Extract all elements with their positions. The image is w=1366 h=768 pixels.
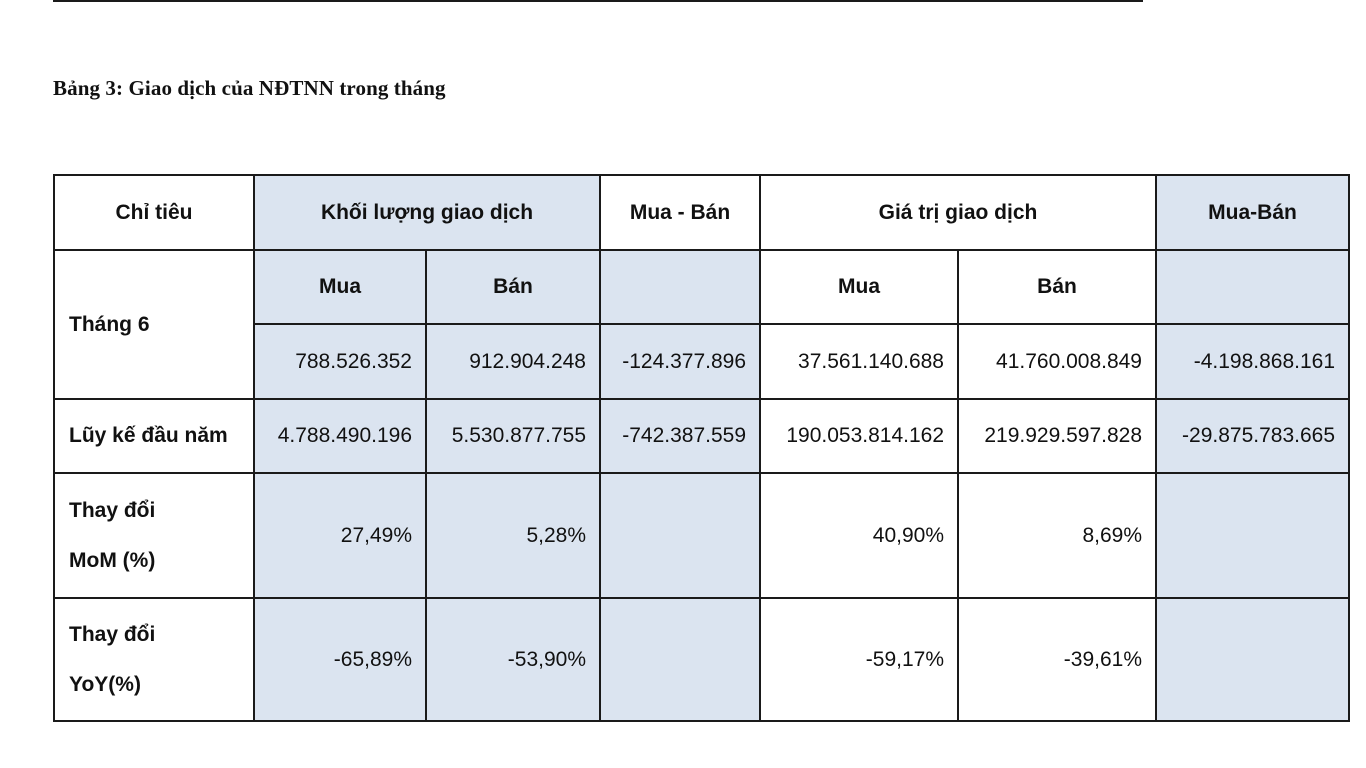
subheader-gt-mua: Mua (760, 250, 958, 324)
cell-thang6-gt-mua: 37.561.140.688 (760, 324, 958, 399)
cell-luyke-gt-ban: 219.929.597.828 (958, 399, 1156, 473)
table-row (54, 473, 1349, 598)
subheader-row (54, 250, 1349, 324)
cell-yoy-kl-ban: -53,90% (426, 598, 600, 721)
table-row (54, 399, 1349, 473)
cell-thang6-gt-ban: 41.760.008.849 (958, 324, 1156, 399)
row-label-mom-line1: Thay đổi (69, 498, 156, 522)
subheader-kl-mua-ban-empty (600, 250, 760, 324)
row-label-yoy (54, 598, 254, 721)
cell-mom-kl-mua-ban (600, 473, 760, 598)
cell-luyke-kl-ban: 5.530.877.755 (426, 399, 600, 473)
cell-mom-gt-mua-ban (1156, 473, 1349, 598)
table-caption: Bảng 3: Giao dịch của NĐTNN trong tháng (53, 76, 446, 100)
cell-yoy-kl-mua-ban (600, 598, 760, 721)
row-label-mom-line2: MoM (%) (69, 548, 156, 572)
cell-yoy-gt-ban: -39,61% (958, 598, 1156, 721)
header-chi-tieu: Chỉ tiêu (54, 175, 254, 250)
subheader-gt-ban: Bán (958, 250, 1156, 324)
cell-luyke-gt-mua-ban: -29.875.783.665 (1156, 399, 1349, 473)
cell-thang6-kl-mua: 788.526.352 (254, 324, 426, 399)
cell-thang6-gt-mua-ban: -4.198.868.161 (1156, 324, 1349, 399)
cell-mom-kl-ban: 5,28% (426, 473, 600, 598)
header-mua-ban-kl: Mua - Bán (600, 175, 760, 250)
cell-mom-gt-ban: 8,69% (958, 473, 1156, 598)
cell-yoy-gt-mua: -59,17% (760, 598, 958, 721)
row-label-mom (54, 473, 254, 598)
cell-yoy-kl-mua: -65,89% (254, 598, 426, 721)
row-label-thang6: Tháng 6 (54, 250, 254, 399)
header-mua-ban-gt: Mua-Bán (1156, 175, 1349, 250)
cell-thang6-kl-ban: 912.904.248 (426, 324, 600, 399)
foreign-trading-table (53, 174, 1350, 722)
subheader-gt-mua-ban-empty (1156, 250, 1349, 324)
cell-yoy-gt-mua-ban (1156, 598, 1349, 721)
top-rule (53, 0, 1143, 2)
subheader-kl-ban: Bán (426, 250, 600, 324)
cell-thang6-kl-mua-ban: -124.377.896 (600, 324, 760, 399)
subheader-kl-mua: Mua (254, 250, 426, 324)
row-label-yoy-line1: Thay đổi (69, 622, 156, 646)
row-label-yoy-line2: YoY(%) (69, 672, 141, 696)
table-row (54, 598, 1349, 721)
cell-mom-kl-mua: 27,49% (254, 473, 426, 598)
cell-mom-gt-mua: 40,90% (760, 473, 958, 598)
header-row (54, 175, 1349, 250)
header-gia-tri: Giá trị giao dịch (760, 175, 1156, 250)
header-khoi-luong: Khối lượng giao dịch (254, 175, 600, 250)
cell-luyke-gt-mua: 190.053.814.162 (760, 399, 958, 473)
cell-luyke-kl-mua-ban: -742.387.559 (600, 399, 760, 473)
cell-luyke-kl-mua: 4.788.490.196 (254, 399, 426, 473)
row-label-luy-ke: Lũy kế đầu năm (54, 399, 254, 473)
